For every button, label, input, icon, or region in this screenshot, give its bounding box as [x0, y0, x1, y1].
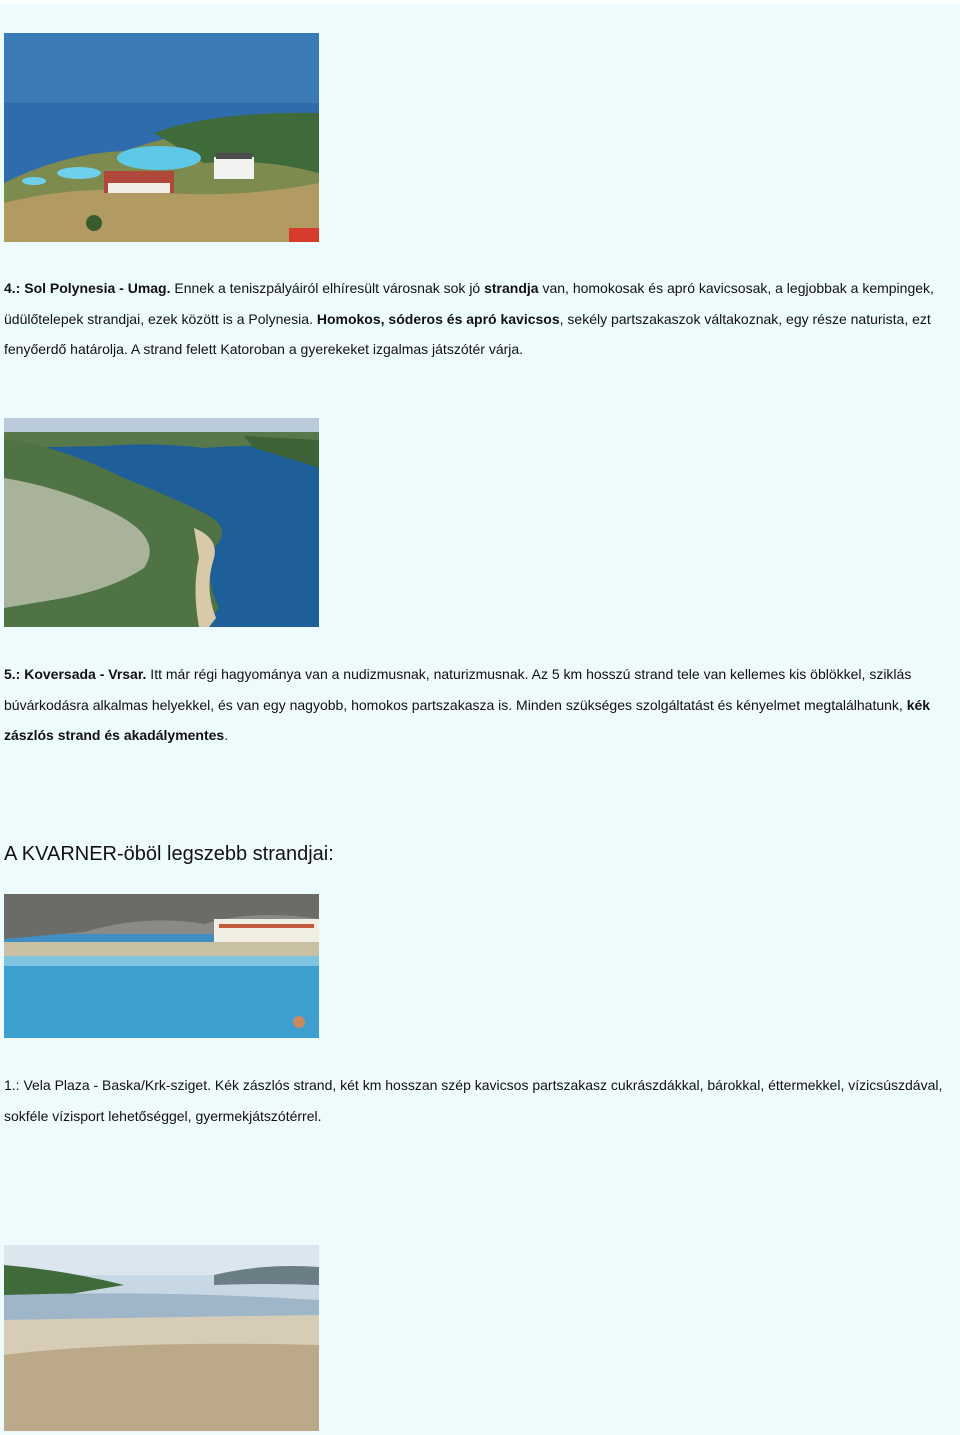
- photo-sol-polynesia: [4, 33, 319, 242]
- photo-koversada: [4, 418, 319, 627]
- page-top-border: [0, 0, 960, 4]
- title-koversada: 5.: Koversada - Vrsar.: [4, 666, 147, 682]
- paragraph-koversada: 5.: Koversada - Vrsar. Itt már régi hagyománya van a nudizmusnak, naturizmusnak. Az 5 km hosszú strand tele van kellemes kis öblökkel, sziklás búvárkodásra alkalmas helyekkel, és van egy nagyobb, homokos partszakasza is. Minden szükséges szolgáltatást és kényelmet megtalálhatunk, kék zászlós strand és akadálymentes.: [4, 666, 931, 743]
- paragraph-vela-plaza: 1.: Vela Plaza - Baska/Krk-sziget. Kék zászlós strand, két km hosszan szép kavicsos partszakasz cukrászdákkal, bárokkal, éttermekkel, vízicsúszdával, sokféle vízisport lehetőséggel, gyermekjátszótérrel.: [4, 1077, 943, 1124]
- title-sol-polynesia: 4.: Sol Polynesia - Umag.: [4, 280, 171, 296]
- photo-beach: [4, 1245, 319, 1431]
- kvarner-heading: A KVARNER-öböl legszebb strandjai:: [4, 843, 334, 865]
- paragraph-sol-polynesia: 4.: Sol Polynesia - Umag. Ennek a teniszpályáiról elhíresült városnak sok jó strandja van, homokosak és apró kavicsosak, a legjobbak a kempingek, üdülőtelepek strandjai, ezek között is a Polynesia. Homokos, sóderos és apró kavicsos, sekély partszakaszok váltakoznak, egy része naturista, ezt fenyőerdő határolja. A strand felett Katoroban a gyerekeket izgalmas játszótér várja.: [4, 280, 934, 357]
- photo-vela-plaza: [4, 894, 319, 1038]
